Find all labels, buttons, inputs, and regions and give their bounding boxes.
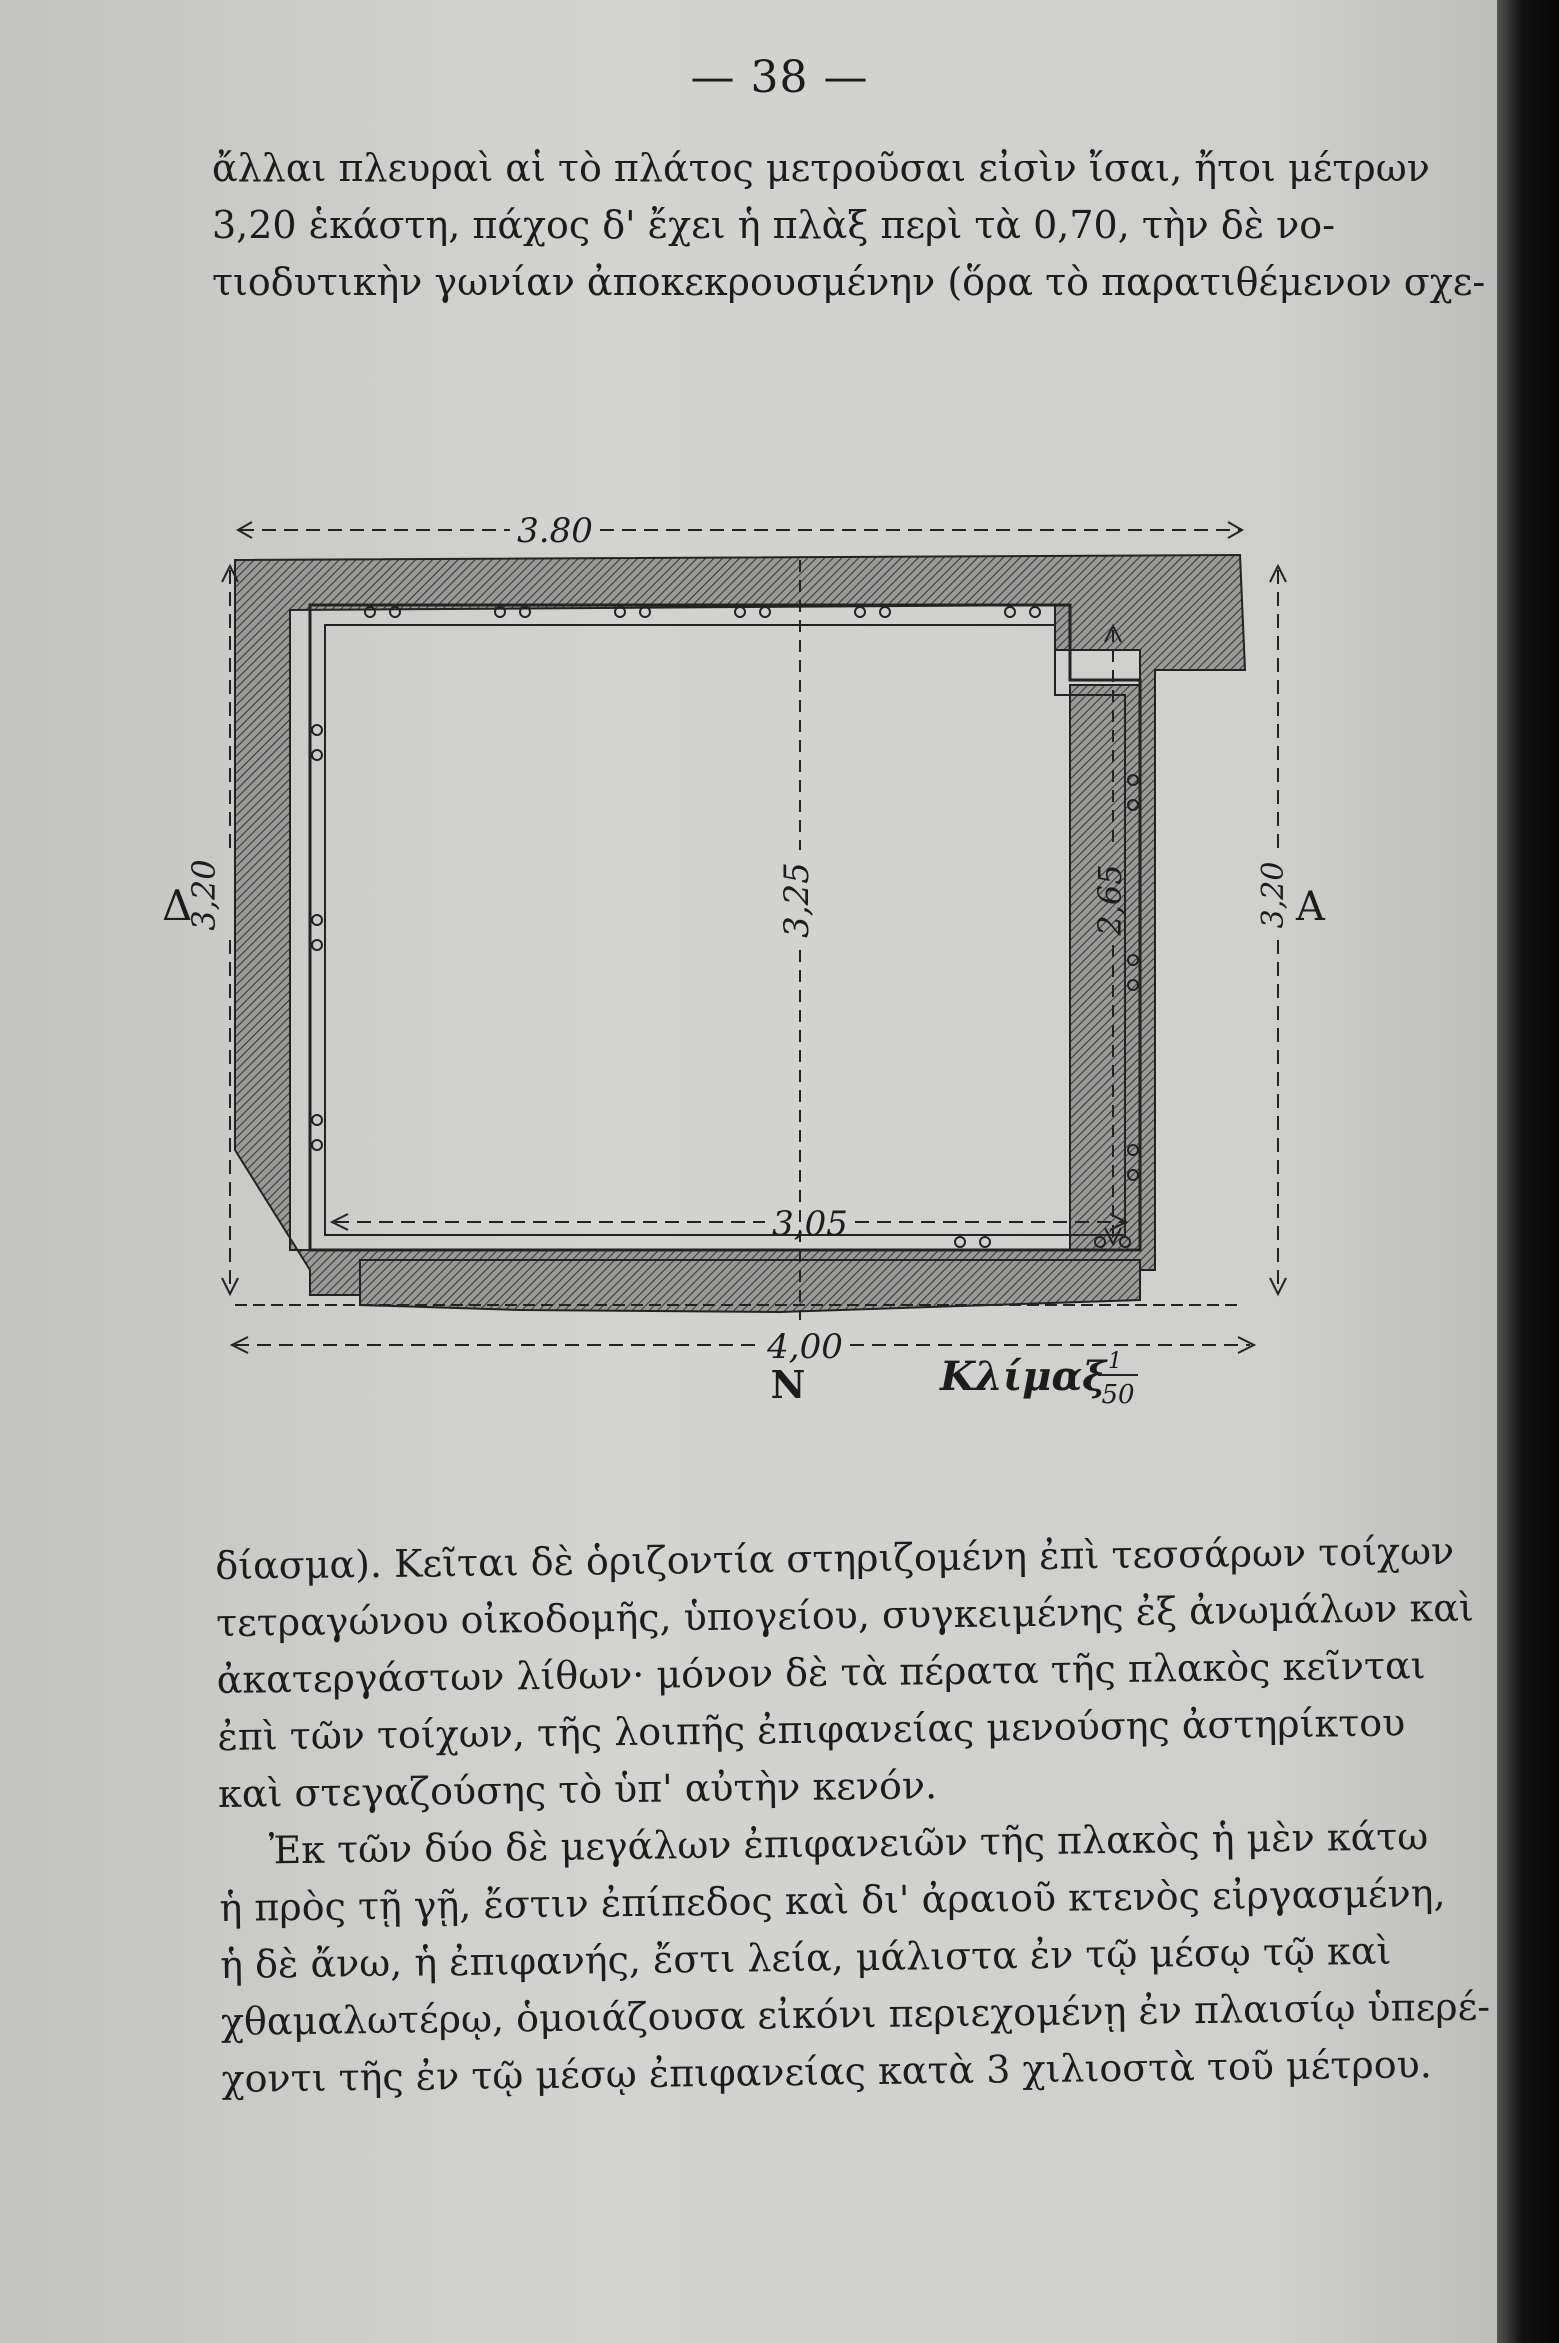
scale-label: Κλίμαξ (940, 1353, 1106, 1400)
label-east: Α (1296, 884, 1325, 930)
dim-left-label: 3,20 (185, 859, 223, 931)
floor-plan-figure (162, 500, 1350, 1450)
text-line: ἐπὶ τῶν τοίχων, τῆς λοιπῆς ἐπιφανείας μενούσης ἀστηρίκτου (217, 1700, 1406, 1759)
scale-numerator: 1 (1108, 1349, 1122, 1374)
dim-top-label: 3.80 (517, 511, 593, 551)
text-line: χοντι τῆς ἐν τῷ μέσῳ ἐπιφανείας κατὰ 3 χιλιοστὰ τοῦ μέτρου. (221, 2042, 1433, 2101)
dim-inner-right-label: 2,65 (1091, 864, 1129, 936)
text-line: χθαμαλωτέρῳ, ὁμοιάζουσα εἰκόνι περιεχομένῃ ἐν πλαισίῳ ὑπερέ- (220, 1984, 1491, 2044)
book-spine (1497, 0, 1559, 2343)
inner-bottom-dimension-line (332, 1214, 1126, 1230)
text-line: ἀκατεργάστων λίθων· μόνον δὲ τὰ πέρατα τῆς πλακὸς κεῖνται (216, 1643, 1426, 1702)
text-line: δίασμα). Κεῖται δὲ ὁριζοντία στηριζομένη ἐπὶ τεσσάρων τοίχων (215, 1528, 1455, 1588)
text-line: τιοδυτικὴν γωνίαν ἀποκεκρουσμένην (ὅρα τὸ παρατιθέμενον σχε- (212, 260, 1486, 304)
text-line: ἡ δὲ ἄνω, ἡ ἐπιφανής, ἔστι λεία, μάλιστα ἐν τῷ μέσῳ τῷ καὶ (219, 1928, 1392, 1987)
dim-center-label: 3,25 (777, 862, 817, 938)
text-line: 3,20 ἑκάστη, πάχος δ' ἔχει ἡ πλὰξ περὶ τὰ 0,70, τὴν δὲ νο- (212, 203, 1335, 247)
dim-inner-bottom-label: 3,05 (772, 1204, 848, 1244)
text-line: καὶ στεγαζούσης τὸ ὑπ' αὐτὴν κενόν. (217, 1763, 938, 1816)
bottom-paragraphs (215, 1524, 1491, 2108)
text-line: ἡ πρὸς τῇ γῇ, ἔστιν ἐπίπεδος καὶ δι' ἀραιοῦ κτενὸς εἰργασμένη, (219, 1870, 1446, 1930)
top-paragraph (212, 140, 1486, 311)
dim-right-label: 3,20 (1256, 861, 1291, 929)
page-number: — 38 — (690, 52, 869, 103)
dim-bottom-label: 4,00 (767, 1327, 843, 1367)
label-west: Δ (162, 881, 193, 930)
text-line: Ἐκ τῶν δύο δὲ μεγάλων ἐπιφανειῶν τῆς πλακὸς ἡ μὲν κάτω (268, 1814, 1429, 1873)
text-line: ἄλλαι πλευραὶ αἱ τὸ πλάτος μετροῦσαι εἰσὶν ἴσαι, ἤτοι μέτρων (212, 146, 1430, 190)
text-line: τετραγώνου οἰκοδομῆς, ὑπογείου, συγκειμένης ἐξ ἀνωμάλων καὶ (215, 1585, 1475, 1645)
right-dimension-line (1270, 566, 1286, 1294)
scale-denominator: 50 (1101, 1380, 1135, 1410)
slab-edge-markers (312, 607, 1138, 1247)
label-south: Ν (770, 1362, 806, 1407)
bottom-dimension-line (232, 1337, 1254, 1353)
top-dimension-line (238, 522, 1242, 538)
